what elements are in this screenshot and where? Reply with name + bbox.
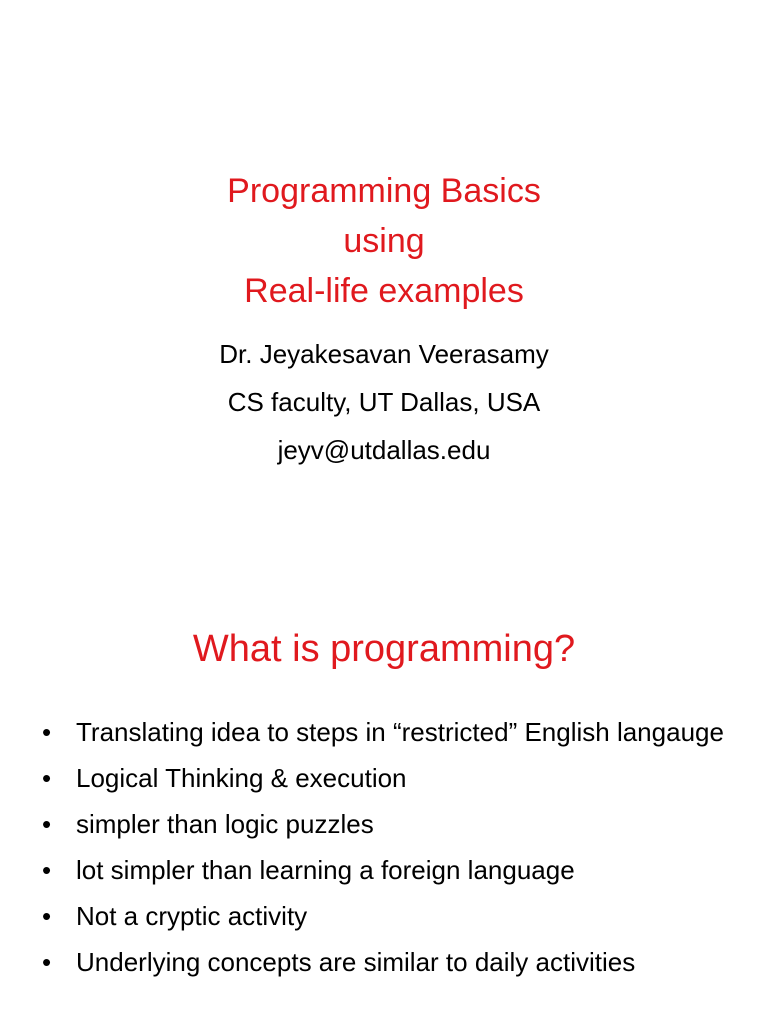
bullet-text: Logical Thinking & execution — [76, 763, 407, 793]
bullet-text: simpler than logic puzzles — [76, 809, 374, 839]
slide-title — [0, 166, 768, 316]
bullet-text: Translating idea to steps in “restricted” English langauge — [76, 717, 724, 747]
bullet-marker: • — [42, 763, 52, 793]
title-line-3: Real-life examples — [244, 272, 524, 310]
bullet-marker: • — [42, 947, 52, 977]
author-name: Dr. Jeyakesavan Veerasamy — [219, 339, 549, 369]
bullet-marker: • — [42, 717, 52, 747]
list-item — [40, 712, 740, 752]
bullet-list — [40, 712, 740, 988]
bullet-text: Underlying concepts are similar to daily activities — [76, 947, 636, 977]
bullet-text: Not a cryptic activity — [76, 901, 308, 931]
author-info — [0, 330, 768, 474]
list-item — [40, 942, 740, 982]
author-affiliation: CS faculty, UT Dallas, USA — [227, 387, 541, 417]
list-item — [40, 850, 740, 890]
title-line-1: Programming Basics — [227, 172, 541, 210]
list-item — [40, 758, 740, 798]
content-slide — [0, 576, 768, 1024]
bullet-marker: • — [42, 855, 52, 885]
bullet-text: lot simpler than learning a foreign language — [76, 855, 575, 885]
bullet-marker: • — [42, 901, 52, 931]
title-line-2: using — [343, 222, 425, 260]
author-email: jeyv@utdallas.edu — [277, 435, 491, 465]
slide-heading: What is programming? — [192, 628, 576, 670]
list-item — [40, 896, 740, 936]
list-item — [40, 804, 740, 844]
bullet-marker: • — [42, 809, 52, 839]
